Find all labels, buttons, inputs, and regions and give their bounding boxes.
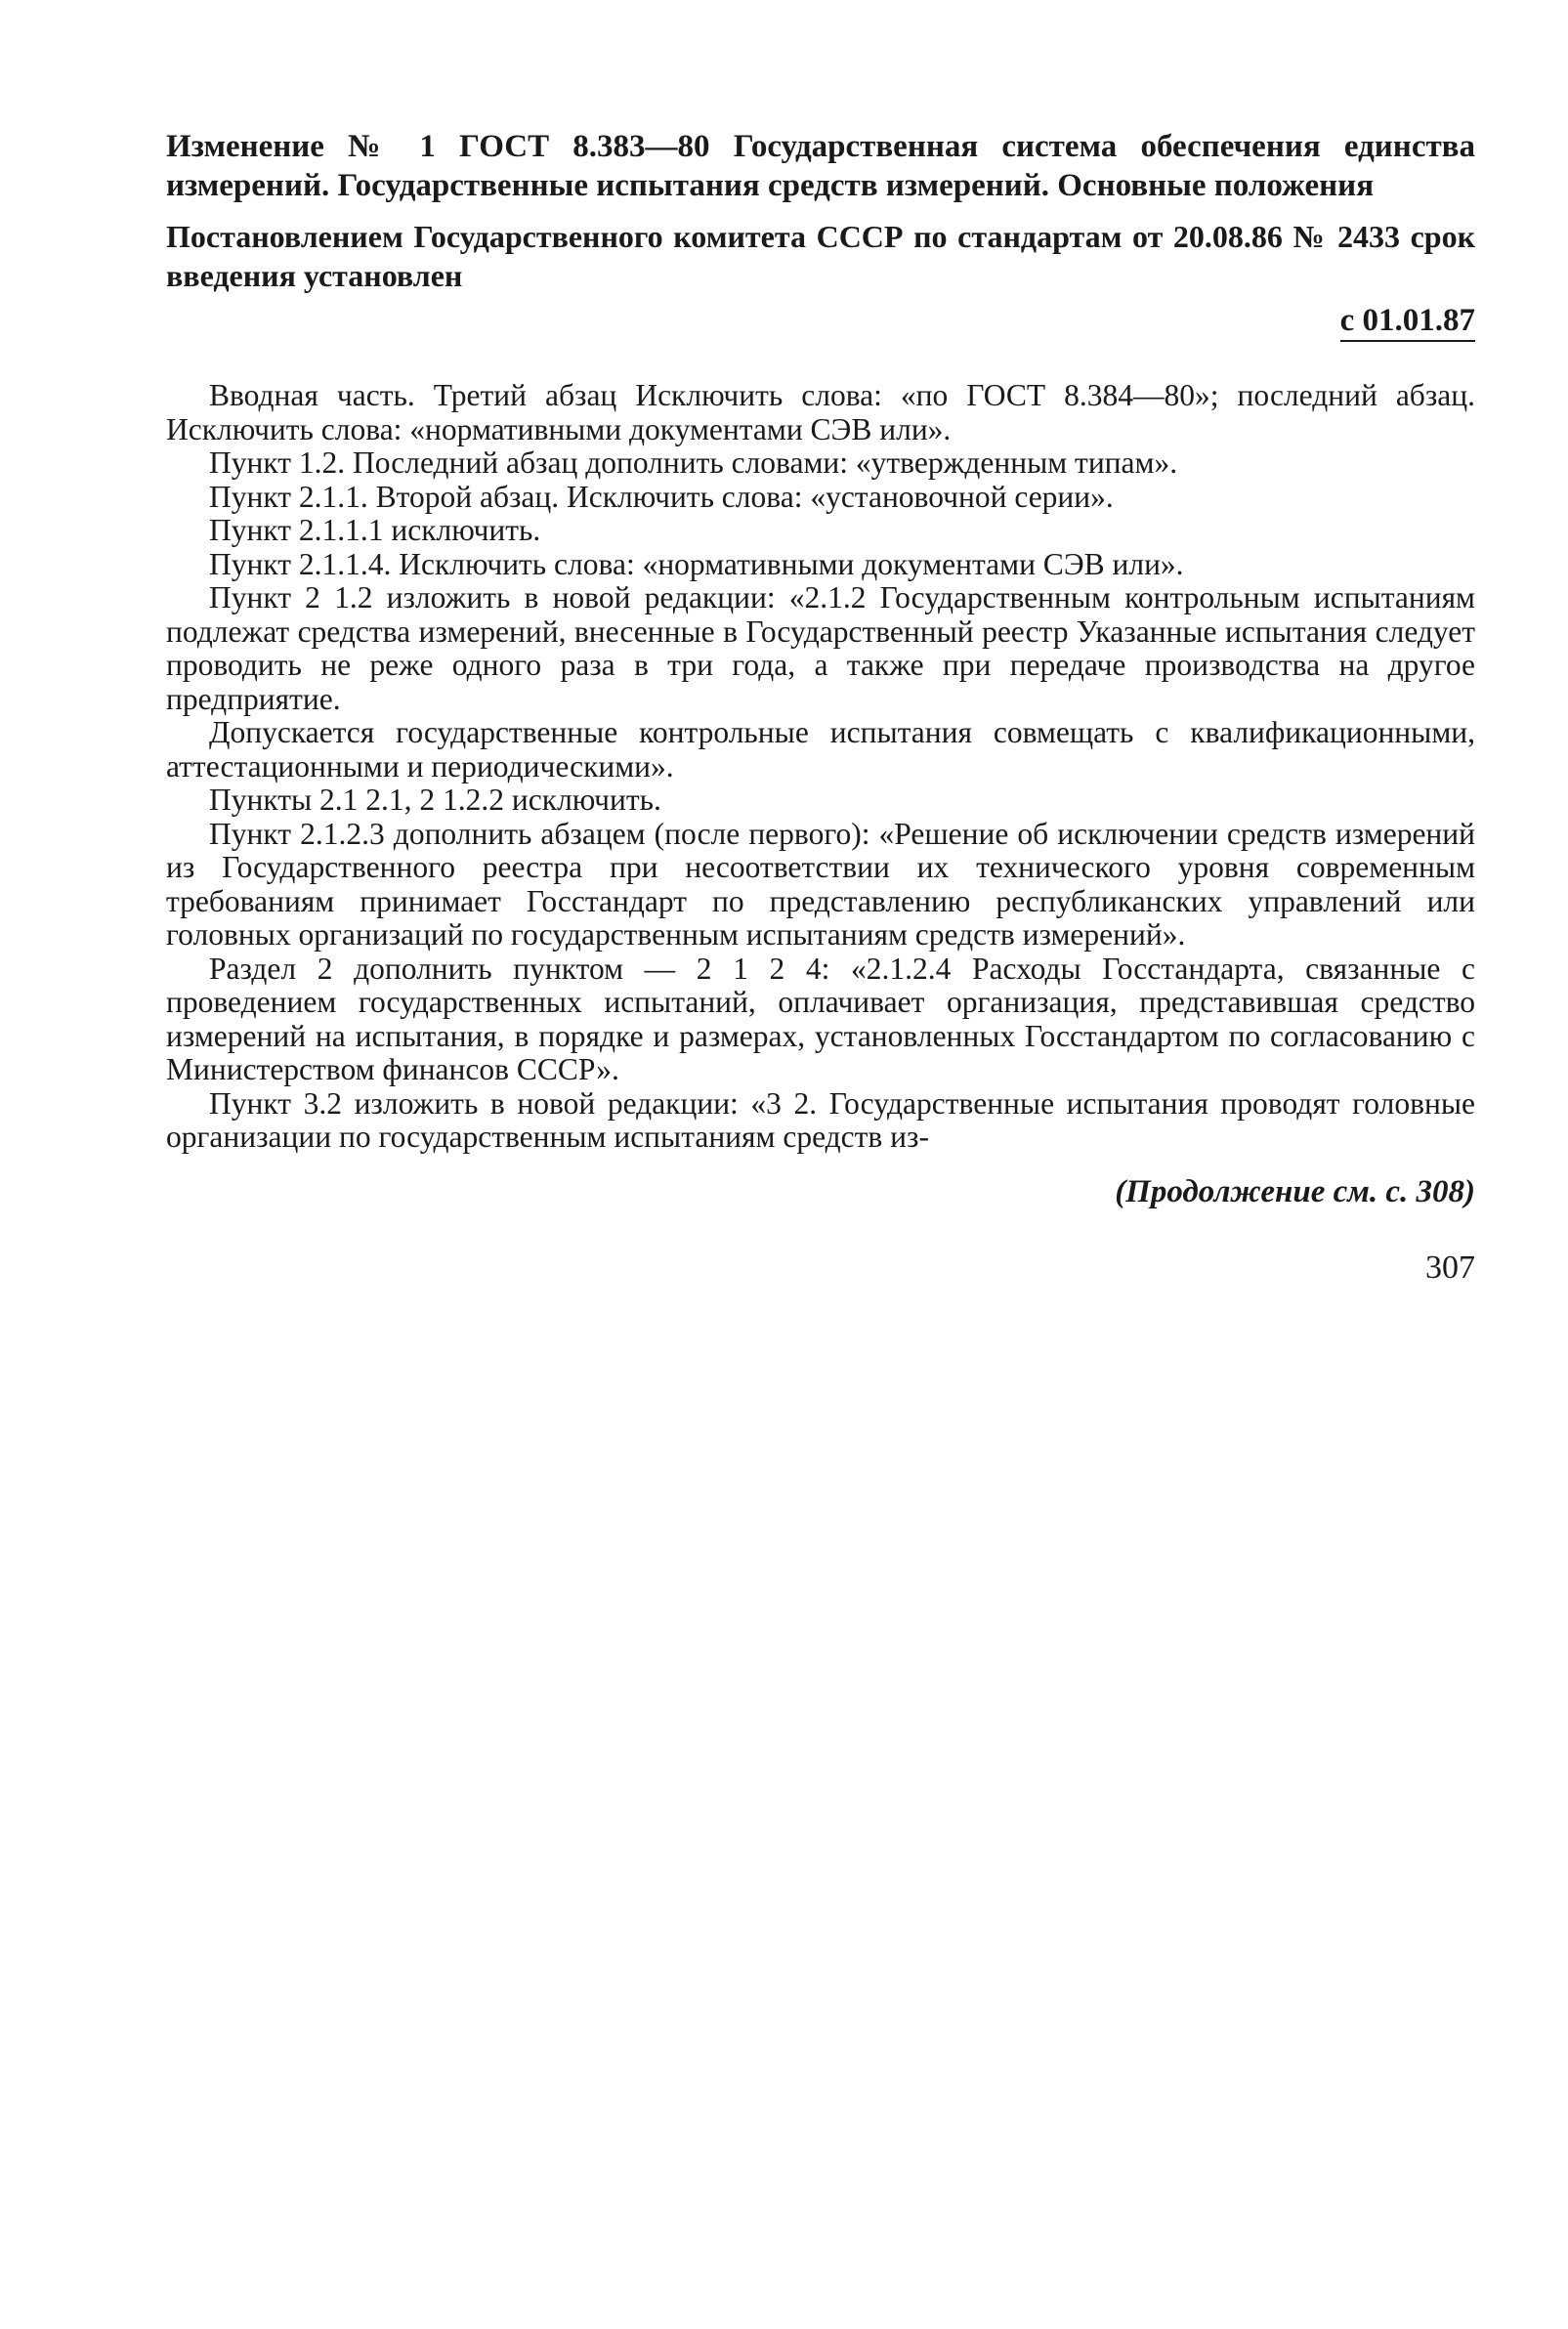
document-page: [166, 127, 1475, 1288]
paragraph: Раздел 2 дополнить пунктом — 2 1 2 4: «2.1.2.4 Расходы Госстандарта, связанные с проведением государственных испытаний, оплачивает организация, представившая средство измерений на испытания, в порядке и размерах, установленных Госстандартом по согласованию с Министерством финансов СССР».: [166, 951, 1475, 1086]
effective-date-value: с 01.01.87: [1340, 303, 1475, 342]
paragraph: Пункт 1.2. Последний абзац дополнить словами: «утвержденным типам».: [209, 445, 1178, 480]
paragraph: Пункт 2.1.1. Второй абзац. Исключить слова: «установочной серии».: [209, 479, 1114, 514]
paragraph: Пункты 2.1 2.1, 2 1.2.2 исключить.: [209, 783, 661, 817]
document-body: [166, 379, 1475, 1155]
continued-note: (Продолжение см. с. 308): [1115, 1173, 1475, 1209]
paragraph: Пункт 3.2 изложить в новой редакции: «3 2. Государственные испытания проводят головные организации по государственным испытаниям средств из-: [166, 1085, 1475, 1154]
paragraph: Пункт 2.1.1.1 исключить.: [209, 513, 541, 547]
effective-date: [166, 301, 1475, 340]
decree-text: Постановлением Государственного комитета СССР по стандартам от 20.08.86 № 2433 срок введения установлен: [166, 219, 1475, 293]
paragraph: Пункт 2.1.1.4. Исключить слова: «нормативными документами СЭВ или».: [209, 546, 1184, 581]
page-number: 307: [1425, 1249, 1475, 1286]
paragraph: Пункт 2.1.2.3 дополнить абзацем (после первого): «Решение об исключении средств измерений из Государственного реестра при несоответствии их технического уровня современным требованиям принимает Госстандарт по представлению республиканских управлений или головных организаций по государственным испытаниям средств измерений».: [166, 816, 1475, 952]
paragraph: Пункт 2 1.2 изложить в новой редакции: «2.1.2 Государственным контрольным испытаниям подлежат средства измерений, внесенные в Государственный реестр Указанные испытания следует проводить не реже одного раза в три года, а также при передаче производства на другое предприятие.: [166, 580, 1475, 716]
paragraph: Допускается государственные контрольные испытания совмещать с квалификационными, аттестационными и периодическими».: [166, 715, 1475, 783]
document-title: Изменение № 1 ГОСТ 8.383—80 Государственная система обеспечения единства измерений. Государственные испытания средств измерений. Основные положения: [166, 129, 1475, 203]
paragraph: Вводная часть. Третий абзац Исключить слова: «по ГОСТ 8.384—80»; последний абзац. Исключить слова: «нормативными документами СЭВ или».: [166, 378, 1475, 446]
